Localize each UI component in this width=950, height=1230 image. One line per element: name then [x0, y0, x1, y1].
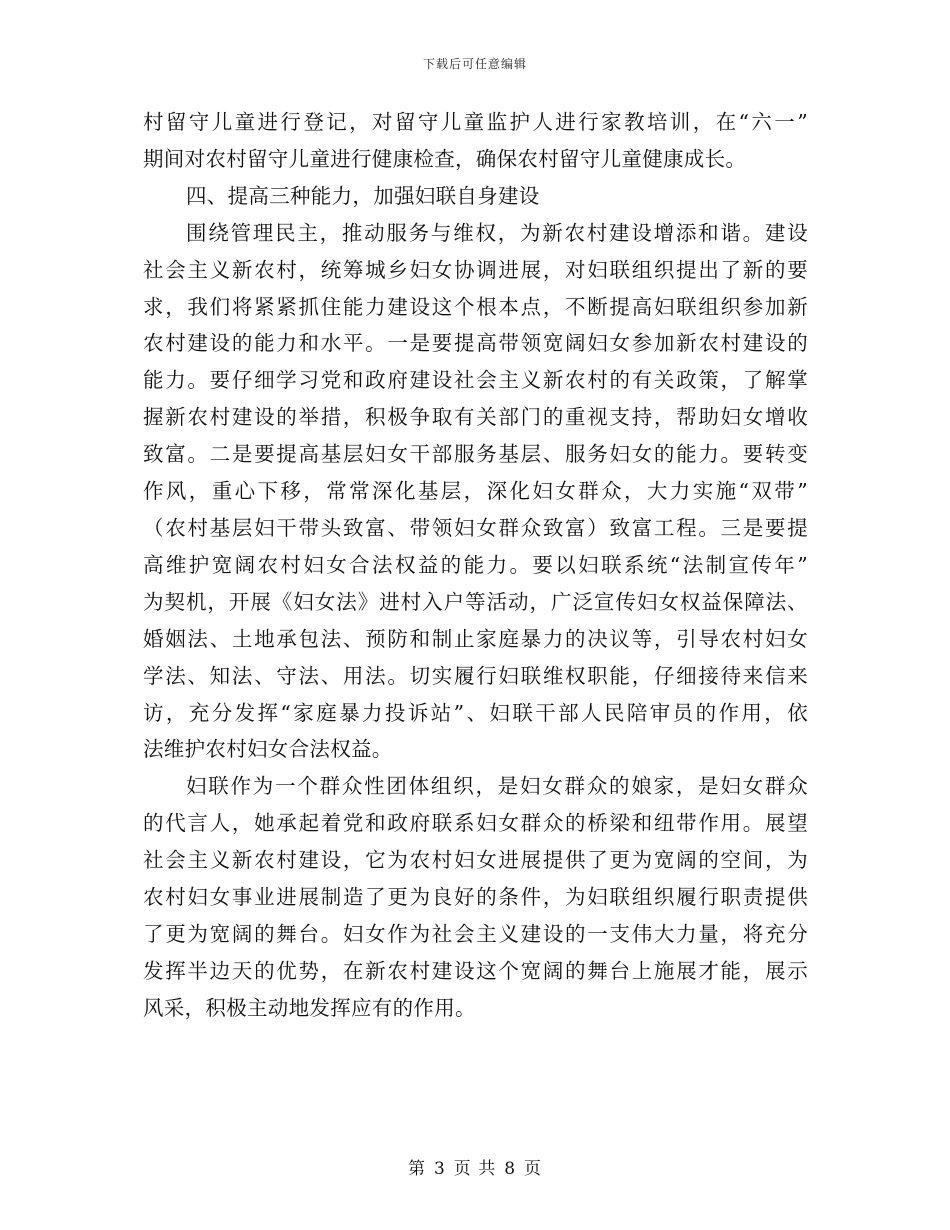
text-line: 致富。二是要提高基层妇女干部服务基层、服务妇女的能力。要转变: [143, 442, 808, 467]
text-line: 能力。要仔细学习党和政府建设社会主义新农村的有关政策，了解掌: [143, 368, 808, 393]
page-footer: [0, 1154, 950, 1179]
text-line: 村留守儿童进行登记，对留守儿童监护人进行家教培训，在“六一”: [143, 110, 808, 134]
page-number-prefix: 第: [407, 1159, 426, 1179]
paragraph: [143, 768, 808, 1026]
text-line: 妇联作为一个群众性团体组织，是妇女群众的娘家，是妇女群众: [186, 774, 808, 799]
text-line: （农村基层妇干带头致富、带领妇女群众致富）致富工程。三是要提: [143, 515, 808, 540]
text-line: 作风，重心下移，常常深化基层，深化妇女群众，大力实施“双带”: [143, 479, 808, 504]
total-page-number: 8: [504, 1159, 517, 1179]
text-line: 学法、知法、守法、用法。切实履行妇联维权职能，仔细接待来信来: [143, 663, 808, 688]
text-line: 高维护宽阔农村妇女合法权益的能力。要以妇联系统“法制宣传年”: [143, 552, 808, 577]
page-number-suffix: 页: [524, 1159, 543, 1179]
section-heading: [143, 178, 808, 215]
text-line: 法维护农村妇女合法权益。: [143, 737, 393, 762]
paragraph: [143, 104, 808, 178]
text-line: 期间对农村留守儿童进行健康检查，确保农村留守儿童健康成长。: [143, 146, 747, 171]
text-line: 婚姻法、土地承包法、预防和制止家庭暴力的决议等，引导农村妇女: [143, 626, 808, 651]
text-line: 访，充分发挥“家庭暴力投诉站”、妇联干部人民陪审员的作用，依: [143, 700, 808, 725]
text-line: 握新农村建设的举措，积极争取有关部门的重视支持，帮助妇女增收: [143, 405, 808, 430]
text-line: 风采，积极主动地发挥应有的作用。: [143, 995, 476, 1020]
page-header: 下载后可任意编辑: [422, 57, 527, 71]
paragraph: [143, 215, 808, 769]
document-body: [143, 104, 808, 1027]
text-line: 农村妇女事业进展制造了更为良好的条件，为妇联组织履行职责提供: [143, 885, 808, 910]
text-line: 围绕管理民主，推动服务与维权，为新农村建设增添和谐。建设: [186, 220, 808, 245]
text-line: 的代言人，她承起着党和政府联系妇女群众的桥梁和纽带作用。展望: [143, 811, 808, 836]
current-page-number: 3: [433, 1159, 446, 1179]
text-line: 为契机，开展《妇女法》进村入户等活动，广泛宣传妇女权益保障法、: [143, 589, 808, 614]
text-line: 四、提高三种能力，加强妇联自身建设: [186, 183, 540, 208]
text-line: 社会主义新农村建设，它为农村妇女进展提供了更为宽阔的空间，为: [143, 848, 808, 873]
text-line: 了更为宽阔的舞台。妇女作为社会主义建设的一支伟大力量，将充分: [143, 921, 808, 946]
text-line: 农村建设的能力和水平。一是要提高带领宽阔妇女参加新农村建设的: [143, 331, 808, 356]
page-number-middle: 页 共: [453, 1159, 497, 1179]
text-line: 求，我们将紧紧抓住能力建设这个根本点，不断提高妇联组织参加新: [143, 294, 808, 319]
text-line: 社会主义新农村，统筹城乡妇女协调进展，对妇联组织提出了新的要: [143, 257, 808, 282]
text-line: 发挥半边天的优势，在新农村建设这个宽阔的舞台上施展才能，展示: [143, 958, 808, 983]
